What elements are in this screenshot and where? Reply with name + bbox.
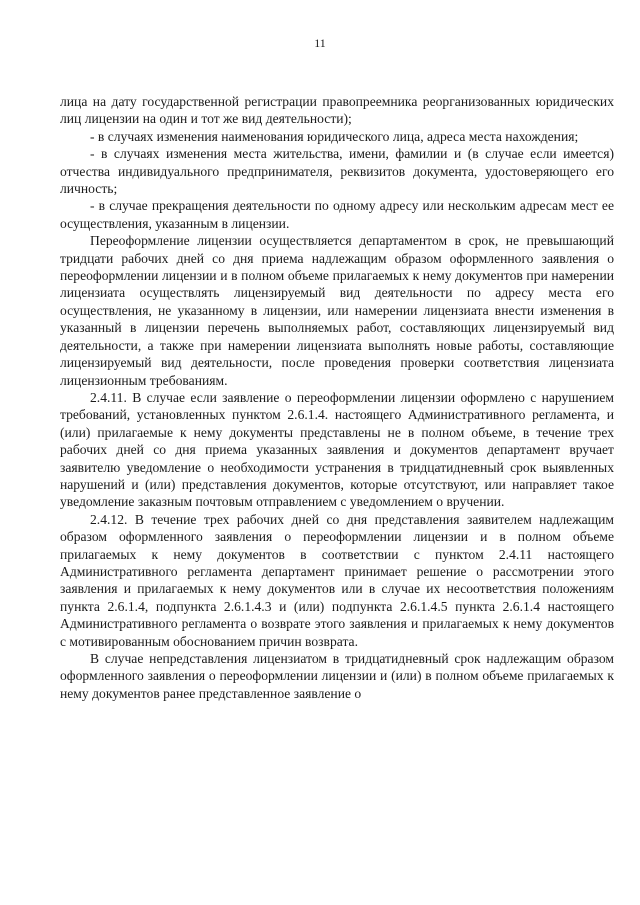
list-item: - в случаях изменения места жительства, имени, фамилии и (в случае если имеется) отчества индивидуального предпринимателя, реквизитов документа, удостоверяющего его личность;: [60, 146, 614, 197]
paragraph: лица на дату государственной регистрации правопреемника реорганизованных юридических лиц лицензии на один и тот же вид деятельности);: [60, 94, 614, 127]
document-body: [60, 93, 614, 702]
page-number: 11: [314, 36, 326, 50]
paragraph: 2.4.12. В течение трех рабочих дней со дня представления заявителем надлежащим образом оформленного заявления о переоформлении лицензии и в полном объеме прилагаемых к нему документов в соответствии с пунктом 2.4.11 настоящего Административного регламента департамент принимает решение о рассмотрении этого заявления и прилагаемых к нему документов или в случае их несоответствия положениям пункта 2.6.1.4, подпункта 2.6.1.4.3 и (или) подпункта 2.6.1.4.5 пункта 2.6.1.4 настоящего Административного регламента о возврате этого заявления и прилагаемых к нему документов с мотивированным обоснованием причин возврата.: [60, 511, 614, 649]
paragraph: 2.4.11. В случае если заявление о переоформлении лицензии оформлено с нарушением требований, установленных пунктом 2.6.1.4. настоящего Административного регламента, и (или) прилагаемые к нему документы представлены не в полном объеме, в течение трех рабочих дней со дня приема указанных заявления и документов департамент вручает заявителю уведомление о необходимости устранения в тридцатидневный срок выявленных нарушений и (или) представления документов, которые отсутствуют, или направляет такое уведомление заказным почтовым отправлением с уведомлением о вручении.: [60, 389, 614, 510]
paragraph: В случае непредставления лицензиатом в тридцатидневный срок надлежащим образом оформленного заявления о переоформлении лицензии и (или) в полном объеме прилагаемых к нему документов ранее представленное заявление о: [60, 651, 614, 701]
list-item: - в случаях изменения наименования юридического лица, адреса места нахождения;: [90, 128, 579, 144]
list-item: - в случае прекращения деятельности по одному адресу или нескольким адресам мест ее осуществления, указанным в лицензии.: [60, 198, 614, 231]
paragraph: Переоформление лицензии осуществляется департаментом в срок, не превышающий тридцати рабочих дней со дня приема надлежащим образом оформленного заявления о переоформлении лицензии и в полном объеме прилагаемых к нему документов при намерении лицензиата осуществлять лицензируемый вид деятельности по адресу места его осуществления, не указанному в лицензии, или намерении лицензиата внести изменения в указанный в лицензии перечень выполняемых работ, составляющих лицензируемый вид деятельности, а также при намерении лицензиата выполнять новые работы, составляющие лицензируемый вид деятельности, после проведения проверки соответствия лицензиата лицензионным требованиям.: [60, 233, 614, 388]
